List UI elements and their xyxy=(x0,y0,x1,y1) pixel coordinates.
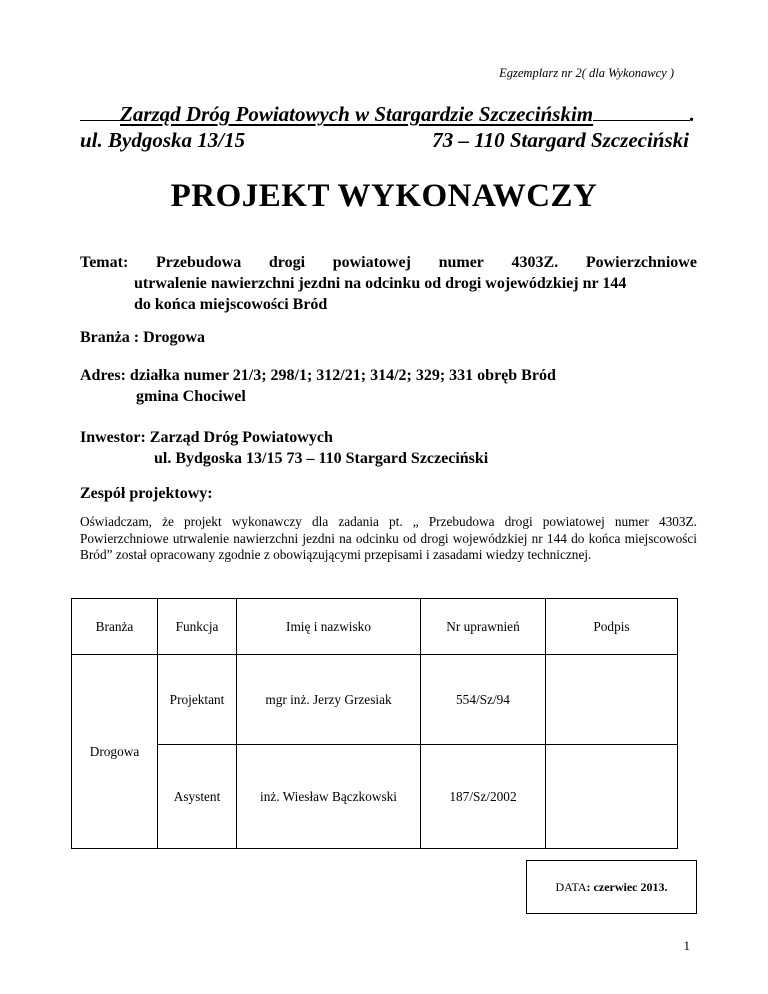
adres-line-1 xyxy=(80,365,556,386)
podpis-cell xyxy=(546,655,678,745)
temat-line-3: do końca miejscowości Bród xyxy=(134,296,328,313)
inwestor-section xyxy=(80,427,488,469)
name-cell: mgr inż. Jerzy Grzesiak xyxy=(237,655,421,745)
date-value: : czerwiec 2013. xyxy=(586,879,668,894)
adres-label: Adres: xyxy=(80,367,126,384)
temat-line-1 xyxy=(80,252,697,273)
organization-trailing: . xyxy=(689,102,695,126)
header-name: Imię i nazwisko xyxy=(237,599,421,655)
adres-line-2: gmina Chociwel xyxy=(136,388,246,405)
branza-cell: Drogowa xyxy=(72,655,158,849)
document-title: PROJEKT WYKONAWCZY xyxy=(170,178,598,214)
header-funkcja: Funkcja xyxy=(158,599,237,655)
table-row xyxy=(72,655,678,745)
date-label: DATA xyxy=(555,879,587,894)
table-header-row xyxy=(72,599,678,655)
branza-line: Branża : Drogowa xyxy=(80,329,206,346)
temat-line-2: utrwalenie nawierzchni jezdni na odcinku od drogi wojewódzkiej nr 144 xyxy=(134,275,627,292)
header-podpis: Podpis xyxy=(546,599,678,655)
header-branza: Branża xyxy=(72,599,158,655)
adres-value: działka numer 21/3; 298/1; 312/21; 314/2; 329; 331 obręb Bród xyxy=(129,367,556,384)
inwestor-value: Zarząd Dróg Powiatowych xyxy=(149,429,333,446)
organization-header xyxy=(80,101,695,153)
table-row xyxy=(72,745,678,849)
adres-section xyxy=(80,365,556,407)
temat-section xyxy=(80,252,697,315)
funkcja-cell: Asystent xyxy=(158,745,237,849)
temat-word: numer xyxy=(438,254,484,271)
organization-city: 73 – 110 Stargard Szczeciński xyxy=(432,128,689,152)
underline-lead xyxy=(80,102,120,121)
temat-word: powiatowej xyxy=(332,254,411,271)
page-number: 1 xyxy=(683,938,690,953)
nr-cell: 554/Sz/94 xyxy=(421,655,546,745)
funkcja-cell: Projektant xyxy=(158,655,237,745)
inwestor-line-1 xyxy=(80,427,488,448)
temat-label: Temat: xyxy=(80,254,129,271)
header-nr: Nr uprawnień xyxy=(421,599,546,655)
inwestor-label: Inwestor: xyxy=(80,429,146,446)
organization-name: Zarząd Dróg Powiatowych w Stargardzie Szczecińskim xyxy=(120,102,594,126)
statement-paragraph: Oświadczam, że projekt wykonawczy dla zadania pt. „ Przebudowa drogi powiatowej numer 4303Z. Powierzchniowe utrwalenie nawierzchni jezdni na odcinku od drogi wojewódzkiej nr 144 do końca miejscowości Bród” został opracowany zgodnie z obowiązującymi przepisami i zasadami wiedzy technicznej. xyxy=(80,514,697,562)
temat-word: 4303Z. xyxy=(511,254,559,271)
nr-cell: 187/Sz/2002 xyxy=(421,745,546,849)
temat-word: drogi xyxy=(268,254,306,271)
design-team-table xyxy=(71,598,678,849)
name-cell: inż. Wiesław Bączkowski xyxy=(237,745,421,849)
inwestor-line-2: ul. Bydgoska 13/15 73 – 110 Stargard Szczeciński xyxy=(154,450,489,467)
podpis-cell xyxy=(546,745,678,849)
copy-note: Egzemplarz nr 2( dla Wykonawcy ) xyxy=(499,66,674,80)
date-box xyxy=(526,860,697,914)
zespol-heading: Zespół projektowy: xyxy=(80,485,213,502)
organization-street: ul. Bydgoska 13/15 xyxy=(80,128,246,152)
underline-fill xyxy=(593,102,690,121)
organization-name-line xyxy=(80,101,695,127)
temat-word: Powierzchniowe xyxy=(585,254,697,271)
temat-word: Przebudowa xyxy=(155,254,242,271)
organization-address-line xyxy=(80,127,695,153)
